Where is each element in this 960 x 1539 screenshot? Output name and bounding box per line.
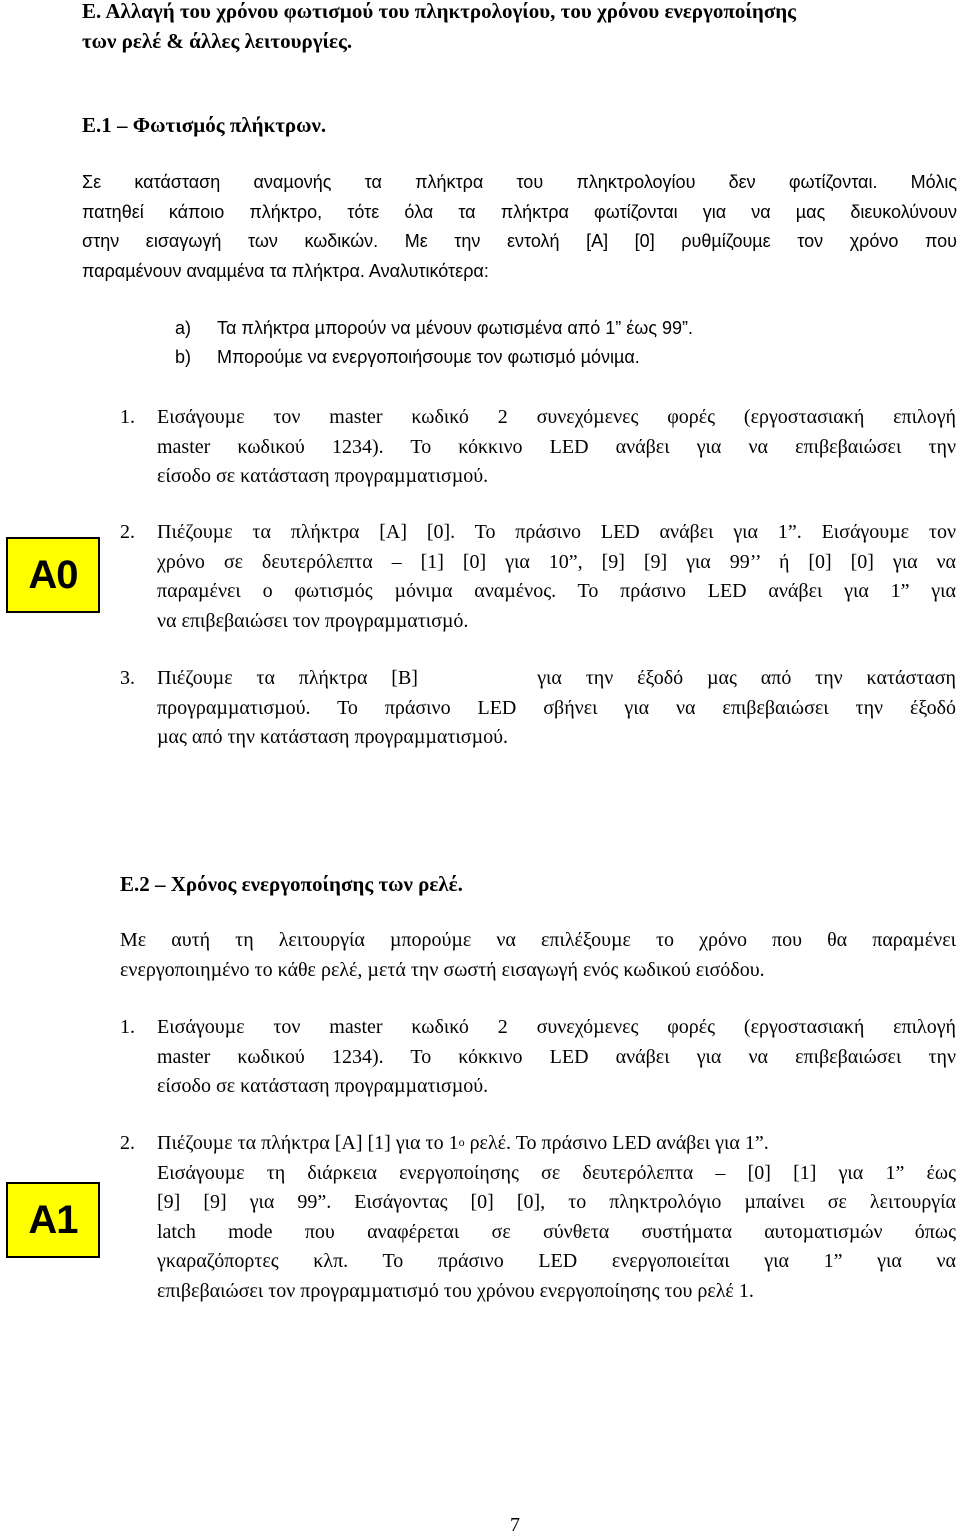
step-line: Πιέζουµε τα πλήκτρα [Α] [0]. Το πράσινο LED ανάβει για 1”. Εισάγουµε τον — [157, 521, 956, 543]
step-line-with-superscript — [157, 1129, 956, 1159]
step-line: επιβεβαιώσει τον προγραµµατισµό του χρόνου ενεργοποίησης του ρελέ 1. — [157, 1279, 754, 1302]
section-e2-intro — [120, 926, 956, 985]
section-e-title-line1: Ε. Αλλαγή του χρόνου φωτισµού του πληκτρολογίου, του χρόνου ενεργοποίησης — [82, 0, 797, 23]
intro-line: ενεργοποιηµένο το κάθε ρελέ, µετά την σωστή εισαγωγή ενός κωδικού εισόδου. — [120, 958, 765, 981]
badge-a1: A1 — [6, 1182, 100, 1258]
step-line: χρόνο σε δευτερόλεπτα – [1] [0] για 10”, [9] [9] για 99’’ ή [0] [0] για να — [157, 550, 956, 573]
option-a — [175, 314, 935, 344]
e1-step-3 — [120, 664, 956, 753]
step-number: 2. — [120, 521, 135, 543]
step-line: να επιβεβαιώσει τον προγραµµατισµό. — [157, 609, 469, 632]
step-line: γκαραζόπορτες κλπ. Το πράσινο LED ενεργοποιείται για 1” για να — [157, 1250, 956, 1272]
intro-line: στην εισαγωγή των κωδικών. Με την εντολή [Α] [0] ρυθµίζουµε τον χρόνο που — [82, 231, 957, 251]
step-line: Πιέζουµε τα πλήκτρα [Β] για την έξοδό µας από την κατάσταση — [157, 667, 956, 689]
step-line: παραµένει ο φωτισµός µόνιµα αναµένος. Το πράσινο LED ανάβει για 1” για — [157, 580, 956, 602]
step-line: είσοδο σε κατάσταση προγραµµατισµού. — [157, 465, 489, 487]
step-line: master κωδικού 1234). Το κόκκινο LED ανάβει για να επιβεβαιώσει την — [157, 435, 956, 458]
step-number: 1. — [120, 406, 135, 428]
step-line: προγραµµατισµού. Το πράσινο LED σβήνει για να επιβεβαιώσει την έξοδό — [157, 696, 956, 719]
step-number: 2. — [120, 1132, 135, 1154]
section-e-title — [82, 0, 960, 56]
step-number: 1. — [120, 1016, 135, 1038]
intro-line: Σε κατάσταση αναµονής τα πλήκτρα του πληκτρολογίου δεν φωτίζονται. Μόλις — [82, 172, 957, 192]
step-line: είσοδο σε κατάσταση προγραµµατισµού. — [157, 1075, 489, 1097]
option-text: Μπορούµε να ενεργοποιήσουµε τον φωτισµό µόνιµα. — [217, 347, 640, 367]
step-line: Εισάγουµε τον master κωδικό 2 συνεχόµενες φορές (εργοστασιακή επιλογή — [157, 1016, 956, 1038]
intro-line: Με αυτή τη λειτουργία µπορούµε να επιλέξουµε το χρόνο που θα παραµένει — [120, 929, 956, 951]
e1-step-1 — [120, 403, 956, 492]
step-text: ρελέ. Το πράσινο LED ανάβει για 1”. — [464, 1132, 769, 1154]
step-line: Εισάγουµε τη διάρκεια ενεργοποίησης σε δευτερόλεπτα – [0] [1] για 1” έως — [157, 1161, 956, 1184]
section-e1-title: Ε.1 – Φωτισµός πλήκτρων. — [82, 113, 327, 137]
e2-step-2 — [120, 1129, 956, 1306]
section-e1-intro — [82, 168, 957, 286]
option-text: Τα πλήκτρα µπορούν να µένουν φωτισµένα από 1” έως 99”. — [217, 318, 694, 338]
section-e2-title: Ε.2 – Χρόνος ενεργοποίησης των ρελέ. — [120, 872, 463, 896]
step-line: master κωδικού 1234). Το κόκκινο LED ανάβει για να επιβεβαιώσει την — [157, 1045, 956, 1068]
ordinal-superscript: ο — [458, 1135, 465, 1149]
option-label: b) — [175, 347, 192, 367]
step-line: µας από την κατάσταση προγραµµατισµού. — [157, 726, 508, 748]
e1-step-2 — [120, 518, 956, 636]
option-label: a) — [175, 318, 192, 338]
badge-a0: A0 — [6, 537, 100, 613]
section-e-title-line2: των ρελέ & άλλες λειτουργίες. — [82, 29, 353, 53]
step-line: [9] [9] για 99”. Εισάγοντας [0] [0], το πληκτρολόγιο µπαίνει σε λειτουργία — [157, 1191, 956, 1213]
intro-line: παραµένουν αναµµένα τα πλήκτρα. Αναλυτικότερα: — [82, 260, 489, 281]
option-b — [175, 343, 935, 373]
step-text: Πιέζουµε τα πλήκτρα [Α] [1] για το 1 — [157, 1132, 459, 1154]
page-number: 7 — [510, 1514, 520, 1536]
intro-line: πατηθεί κάποιο πλήκτρο, τότε όλα τα πλήκτρα φωτίζονται για να µας διευκολύνουν — [82, 201, 957, 222]
e2-step-1 — [120, 1013, 956, 1102]
step-line: latch mode που αναφέρεται σε σύνθετα συστήµατα αυτοµατισµών όπως — [157, 1220, 956, 1243]
step-number: 3. — [120, 667, 135, 689]
step-line: Εισάγουµε τον master κωδικό 2 συνεχόµενες φορές (εργοστασιακή επιλογή — [157, 406, 956, 428]
